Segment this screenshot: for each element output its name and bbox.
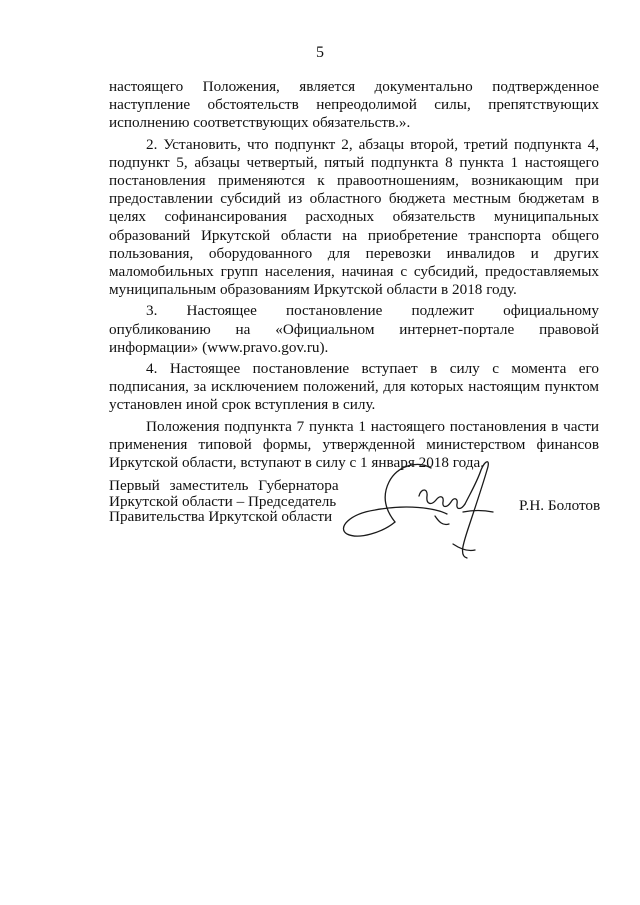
paragraph-item-2: 2. Установить, что подпункт 2, абзацы второй, третий подпункта 4, подпункт 5, абзацы четвертый, пятый подпункта 8 пункта 1 настоящего постановления применяются к правоотношениям, возникающим при предоставлении субсидий из областного бюджета местным бюджетам в целях софинансирования расходных обязательств муниципальных образований Иркутской области на приобретение транспорта общего пользования, оборудованного для перевозки инвалидов и других маломобильных групп населения, начиная с субсидий, предоставляемых муниципальным образованиям Иркутской области в 2018 году. (109, 135, 599, 299)
handwritten-signature (335, 456, 511, 574)
signatory-title (109, 478, 339, 525)
paragraph-effective-date: Положения подпункта 7 пункта 1 настоящего постановления в части применения типовой формы, утвержденной министерством финансов Иркутской области, вступают в силу с 1 января 2018 года. (109, 417, 599, 472)
paragraph-item-3: 3. Настоящее постановление подлежит официальному опубликованию на «Официальном интернет-портале правовой информации» (www.pravo.gov.ru). (109, 302, 599, 356)
page-number: 5 (316, 44, 324, 61)
paragraph-item-4: 4. Настоящее постановление вступает в силу с момента его подписания, за исключением положений, для которых настоящим пунктом установлен иной срок вступления в силу. (109, 360, 599, 414)
document-body (109, 78, 599, 472)
signatory-title-line-3: Правительства Иркутской области (109, 508, 333, 525)
signatory-title-line-2: Иркутской области – Председатель (109, 492, 337, 510)
signatory-name: Р.Н. Болотов (519, 497, 601, 514)
signatory-title-line-1: Первый заместитель Губернатора (109, 477, 339, 494)
paragraph-continuation: настоящего Положения, является документально подтвержденное наступление обстоятельств непреодолимой силы, препятствующих исполнению соответствующих обязательств.». (109, 78, 599, 132)
signature-block (109, 470, 609, 580)
